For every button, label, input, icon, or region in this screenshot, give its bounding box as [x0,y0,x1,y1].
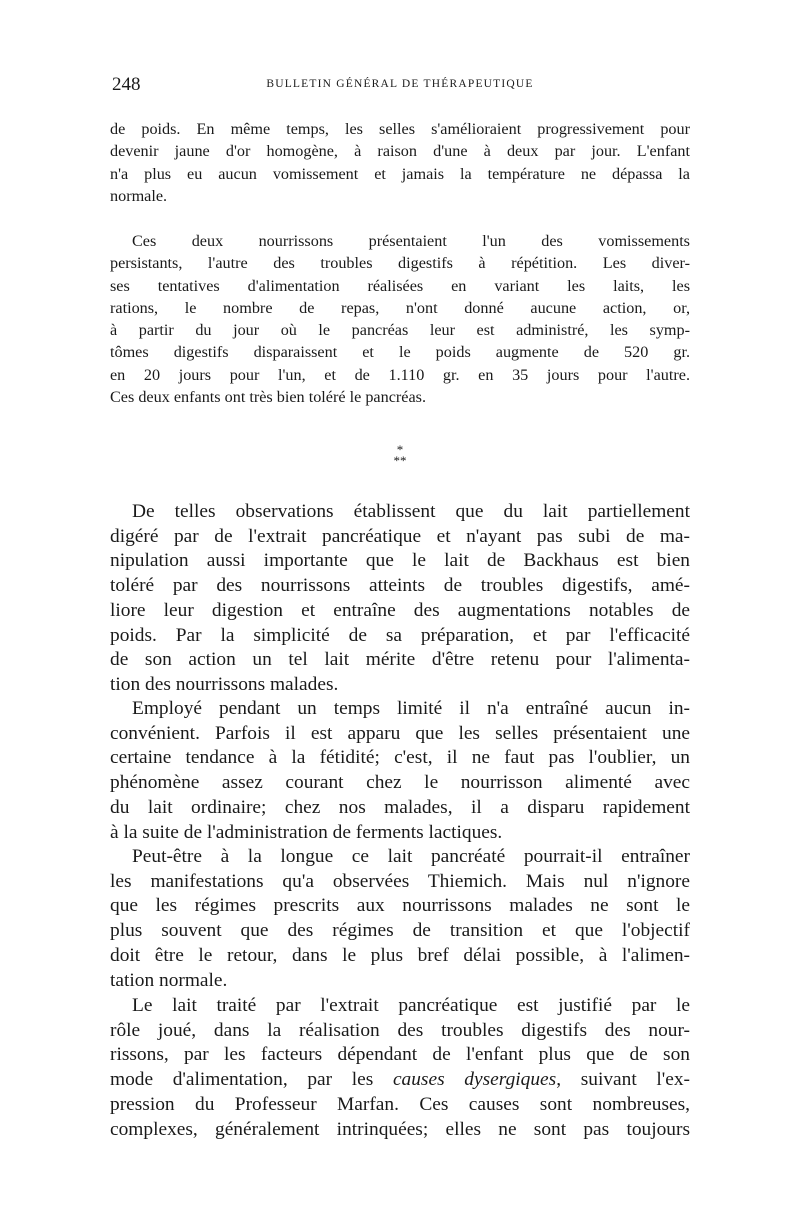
text-line: ses tentatives d'alimentation réalisées en variant les laits, les [110,276,690,295]
text-line: poids. Par la simplicité de sa préparation, et par l'efficacité [110,624,690,646]
text-line: en 20 jours pour l'un, et de 1.110 gr. en 35 jours pour l'autre. [110,365,690,384]
asterism-top: * [396,442,404,457]
text-line: liore leur digestion et entraîne des augmentations notables de [110,599,690,621]
text-line: rôle joué, dans la réalisation des troubles digestifs des nour- [110,1019,690,1041]
italic-term: causes dysergiques [392,1069,557,1091]
page-header [110,74,690,98]
text-line: devenir jaune d'or homogène, à raison d'une à deux par jour. L'enfant [110,142,690,161]
text-line-with-emphasis [110,1068,690,1093]
text-line: Ces deux nourrissons présentaient l'un des vomissements [132,232,690,250]
text-line: du lait ordinaire; chez nos malades, il a disparu rapidement [110,796,690,818]
text-line: n'a plus eu aucun vomissement et jamais la température ne dépassa la [110,164,690,183]
text-line: Peut-être à la longue ce lait pancréaté pourrait-il entraîner [132,846,690,867]
text-line: Le lait traité par l'extrait pancréatique est justifié par le [132,995,690,1016]
text-line: les manifestations qu'a observées Thiemich. Mais nul n'ignore [110,870,690,892]
paragraph-lait-traite [110,994,690,1142]
text-line: nipulation aussi importante que le lait de Backhaus est bien [110,550,690,572]
text-line: rations, le nombre de repas, n'ont donné aucune action, or, [110,298,690,317]
paragraph-observations [110,500,690,698]
text-line: à la suite de l'administration de ferments lactiques. [110,821,503,843]
text-line: de poids. En même temps, les selles s'amélioraient progressivement pour [110,120,690,138]
text-fragment: mode d'alimentation, par les [110,1069,393,1091]
running-head: BULLETIN GÉNÉRAL DE THÉRAPEUTIQUE [266,78,534,90]
text-line: persistants, l'autre des troubles digestifs à répétition. Les diver- [110,254,690,273]
paragraph-employe [110,697,690,845]
text-line: convénient. Parfois il est apparu que les selles présentaient une [110,722,690,744]
text-line: tômes digestifs disparaissent et le poids augmente de 520 gr. [110,343,690,362]
paragraph-peut-etre [110,845,690,993]
text-line: tion des nourrissons malades. [110,673,339,695]
text-line: phénomène assez courant chez le nourrisson alimenté avec [110,772,690,794]
page-number: 248 [112,74,141,95]
text-fragment: , suivant l'ex- [556,1069,691,1091]
text-line: Ces deux enfants ont très bien toléré le pancréas. [110,388,426,407]
text-line: doit être le retour, dans le plus bref délai possible, à l'alimen- [110,944,690,966]
text-line: rissons, par les facteurs dépendant de l'enfant plus que de son [110,1044,690,1066]
text-line: tation normale. [110,969,228,991]
asterism-divider [380,444,420,466]
text-line: certaine tendance à la fétidité; c'est, il ne faut pas l'oublier, un [110,747,690,769]
text-line: Employé pendant un temps limité il n'a entraîné aucun in- [132,698,690,719]
text-line: que les régimes prescrits aux nourrissons malades ne sont le [110,895,690,917]
text-line: normale. [110,186,168,205]
paragraph-nourrissons [110,230,690,408]
text-line: De telles observations établissent que du lait partiellement [132,501,690,522]
asterism-bottom: ** [393,453,407,468]
text-line: digéré par de l'extrait pancréatique et n'ayant pas subi de ma- [110,525,690,547]
text-line: toléré par des nourrissons atteints de troubles digestifs, amé- [110,575,690,597]
text-line: plus souvent que des régimes de transition et que l'objectif [110,920,690,942]
paragraph-continuation [110,118,690,207]
text-line: pression du Professeur Marfan. Ces causes sont nombreuses, [110,1093,690,1115]
text-line: complexes, généralement intrinquées; elles ne sont pas toujours [110,1118,690,1140]
text-line: de son action un tel lait mérite d'être retenu pour l'alimenta- [110,649,690,671]
text-line: à partir du jour où le pancréas leur est administré, les symp- [110,321,690,340]
